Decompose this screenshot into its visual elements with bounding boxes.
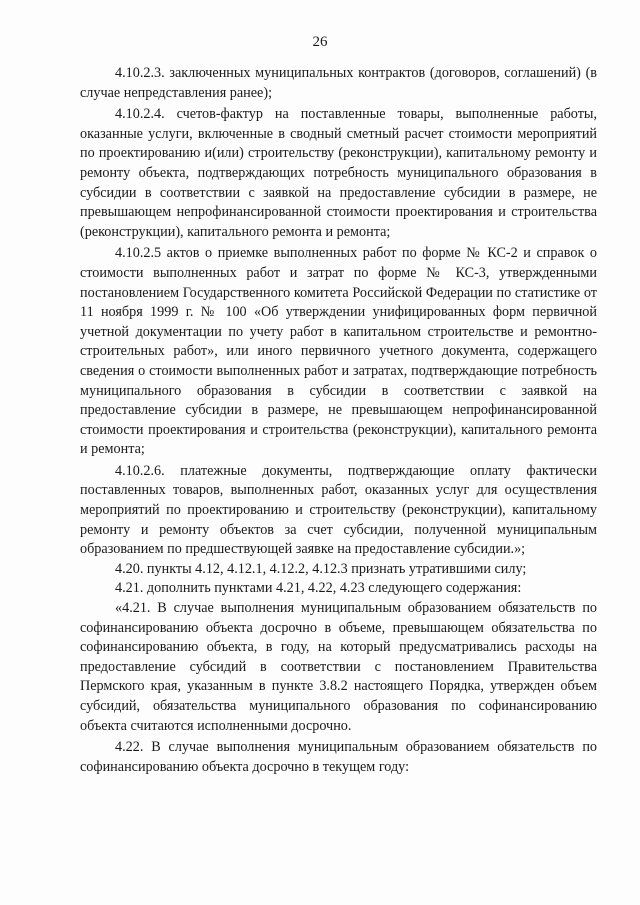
paragraph-4-10-2-4: 4.10.2.4. счетов-фактур на поставленные товары, выполненные работы, оказанные услуги, включенные в сводный сметный расчет стоимости мероприятий по проектированию и(или) строительству (реконструкции), капитальному ремонту и ремонту объекта, подтверждающих потребность муниципального образования в субсидии в соответствии с заявкой на предоставление субсидии в размере, не превышающем непрофинансированной стоимости проектирования и строительства (реконструкции), капитального ремонта и ремонта; xyxy=(80,106,597,240)
paragraph-4-10-2-6: 4.10.2.6. платежные документы, подтверждающие оплату фактически поставленных товаров, выполненных работ, оказанных услуг для осуществления мероприятий по проектированию и строительству (реконструкции), капитальному ремонту и ремонту объектов за счет субсидии, полученной муниципальным образованием по предшествующей заявке на предоставление субсидии.»; xyxy=(80,462,597,558)
paragraph-4-22: 4.22. В случае выполнения муниципальным образованием обязательств по софинансированию объекта досрочно в текущем году: xyxy=(80,739,597,775)
paragraph-4-21-intro: 4.21. дополнить пунктами 4.21, 4.22, 4.23 следующего содержания: xyxy=(115,580,522,597)
document-body xyxy=(80,64,597,777)
paragraph-4-10-2-5: 4.10.2.5 актов о приемке выполненных работ по форме № КС-2 и справок о стоимости выполненных работ и затрат по форме № КС-3, утвержденными постановлением Государственного комитета Российской Федерации по статистике от 11 ноября 1999 г. № 100 «Об утверждении унифицированных форм первичной учетной документации по учету работ в капитальном строительстве и ремонтно-строительных работ», или иного первичного учетного документа, содержащего сведения о стоимости выполненных работ и затратах, подтверждающие потребность муниципального образования в субсидии в соответствии с заявкой на предоставление субсидии в размере, не превышающем непрофинансированной стоимости проектирования и строительства (реконструкции), капитального ремонта и ремонта; xyxy=(80,245,597,458)
paragraph-4-21: «4.21. В случае выполнения муниципальным образованием обязательств по софинансированию объекта досрочно в объеме, превышающем обязательства по софинансированию объекта, в году, на который предусматривались расходы на предоставление субсидий в соответствии с постановлением Правительства Пермского края, указанным в пункте 3.8.2 настоящего Порядка, утвержден объем субсидий, обязательства муниципального образования по софинансированию объекта считаются исполненными досрочно. xyxy=(80,600,597,734)
paragraph-4-10-2-3: 4.10.2.3. заключенных муниципальных контрактов (договоров, соглашений) (в случае непредставления ранее); xyxy=(80,65,597,101)
page-number: 26 xyxy=(312,34,328,50)
paragraph-4-20: 4.20. пункты 4.12, 4.12.1, 4.12.2, 4.12.3 признать утратившими силу; xyxy=(115,560,527,577)
